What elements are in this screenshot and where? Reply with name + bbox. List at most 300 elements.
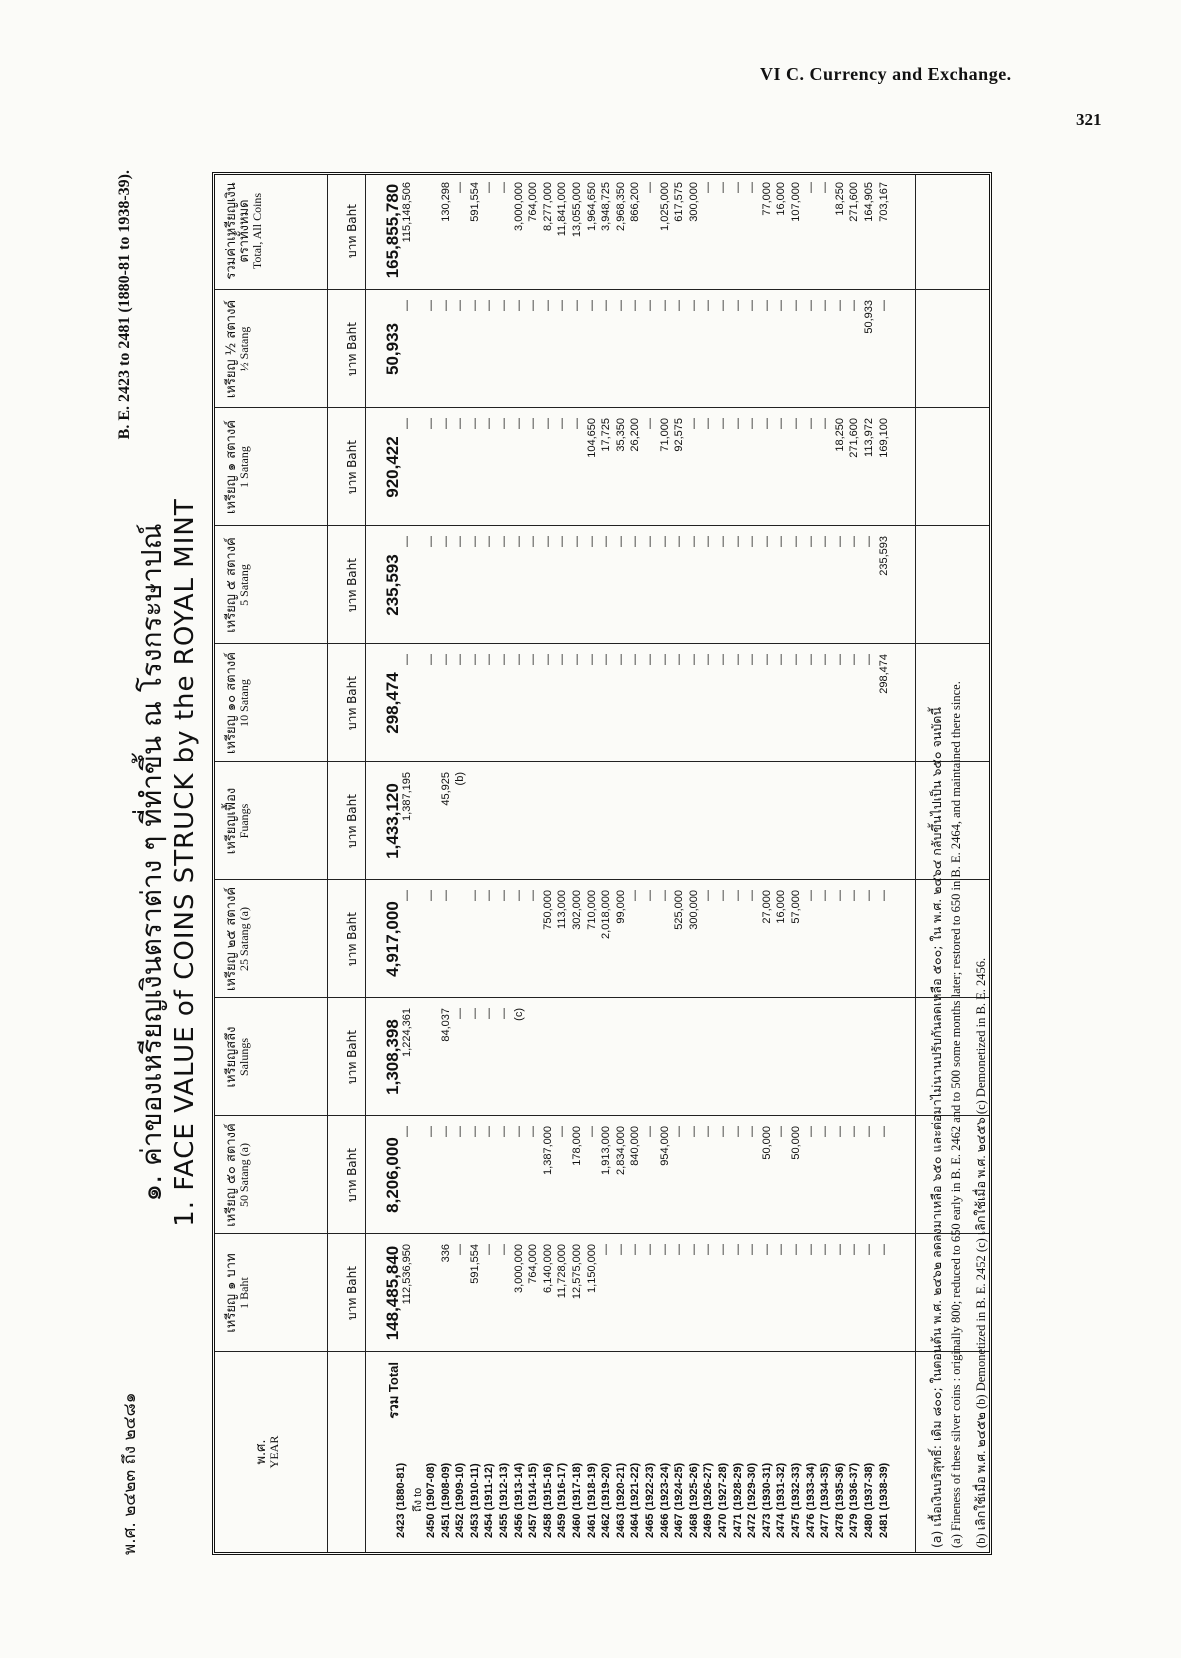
table-cell: —	[600, 1244, 613, 1255]
table-cell: —	[425, 536, 437, 547]
table-cell: —	[702, 418, 715, 429]
table-cell: —	[746, 418, 759, 429]
table-cell: —	[833, 1126, 846, 1137]
table-row-year: 2474 (1931-32)	[775, 1462, 788, 1538]
table-cell: —	[454, 1008, 467, 1019]
table-cell: 298,474	[877, 654, 890, 694]
total-label: รวม Total	[386, 1362, 401, 1419]
range-row-to: ถึง to	[412, 1487, 424, 1512]
table-cell: —	[527, 890, 540, 901]
table-cell: 77,000	[760, 182, 773, 216]
table-cell: —	[571, 300, 583, 311]
table-cell: —	[819, 182, 832, 193]
table-cell: —	[512, 536, 525, 547]
table-cell: —	[760, 536, 773, 547]
table-cell: —	[439, 536, 452, 547]
table-cell: —	[512, 890, 525, 901]
header-divider	[327, 175, 328, 1552]
table-cell: 45,925	[439, 772, 452, 806]
table-cell: 27,000	[760, 890, 773, 924]
table-row-year: 2452 (1909-10)	[454, 1462, 467, 1538]
table-cell: —	[819, 300, 832, 311]
table-cell: —	[673, 300, 686, 311]
table-cell: —	[790, 654, 802, 665]
table-cell: 164,905	[863, 182, 875, 222]
table-row-year: 2455 (1912-13)	[498, 1462, 510, 1538]
column-total: 50,933	[383, 323, 402, 375]
table-cell: —	[527, 1126, 540, 1137]
table-row-year: 2456 (1913-14)	[512, 1462, 525, 1538]
table-cell: 2,968,350	[614, 182, 627, 231]
table-cell: —	[527, 300, 540, 311]
table-cell: —	[760, 1244, 773, 1255]
column-header-english: ½ Satang	[237, 326, 251, 372]
table-cell: —	[702, 536, 715, 547]
table-cell: 1,387,195	[401, 772, 413, 821]
table-cell: —	[483, 890, 496, 901]
column-header-thai: เหรียญ ๑ สตางค์	[224, 420, 239, 514]
table-cell: —	[454, 1244, 467, 1255]
table-row-year: 2454 (1911-12)	[483, 1463, 496, 1538]
table-cell: —	[644, 536, 656, 547]
column-total: 920,422	[383, 436, 402, 498]
table-cell: 300,000	[687, 182, 700, 222]
table-cell: —	[483, 182, 496, 193]
column-header-thai: เหรียญเฟื้อง	[224, 787, 239, 855]
table-cell: —	[644, 182, 656, 193]
column-header	[225, 998, 320, 1116]
table-cell: 591,554	[468, 1244, 481, 1284]
table-cell: —	[483, 654, 496, 665]
table-cell: 99,000	[614, 890, 627, 924]
column-header-english: 1 Satang	[237, 446, 251, 488]
table-cell: —	[687, 1244, 700, 1255]
table-cell: —	[702, 654, 715, 665]
table-cell: —	[717, 182, 729, 193]
table-cell: —	[848, 536, 861, 547]
table-cell: 764,000	[527, 1244, 540, 1284]
table-cell: —	[468, 890, 481, 901]
column-header	[225, 762, 320, 880]
table-cell: —	[731, 300, 744, 311]
table-cell: —	[790, 418, 802, 429]
table-cell: —	[746, 654, 759, 665]
table-row-year: 2477 (1934-35)	[819, 1462, 832, 1538]
table-cell: 617,575	[673, 182, 686, 222]
table-row-year: 2480 (1937-38)	[863, 1462, 875, 1538]
table-cell: —	[673, 1244, 686, 1255]
table-cell: —	[848, 1244, 861, 1255]
table-row-year: 2469 (1926-27)	[702, 1462, 715, 1538]
table-cell: —	[775, 536, 788, 547]
table-cell: 3,000,000	[512, 1244, 525, 1293]
table-row-year: 2466 (1923-24)	[658, 1462, 671, 1538]
table-cell: —	[468, 1008, 481, 1019]
table-cell: —	[468, 1126, 481, 1137]
column-header	[225, 526, 320, 644]
table-cell: —	[717, 1244, 729, 1255]
table-cell: —	[848, 654, 861, 665]
notes-divider	[915, 175, 916, 1552]
column-header	[225, 1116, 320, 1234]
table-cell: —	[498, 1126, 510, 1137]
table-cell: —	[585, 300, 598, 311]
table-cell: —	[483, 536, 496, 547]
table-cell: (b)	[454, 772, 467, 786]
table-cell: —	[425, 300, 437, 311]
year-header-thai: พ.ศ.	[254, 1439, 269, 1465]
table-cell: 50,000	[790, 1126, 802, 1160]
table-cell: 750,000	[541, 890, 554, 930]
table-cell: —	[483, 1244, 496, 1255]
table-cell: —	[401, 654, 413, 665]
table-cell: —	[439, 654, 452, 665]
table-cell: —	[629, 890, 642, 901]
table-cell: 12,575,000	[571, 1244, 583, 1300]
table-cell: —	[401, 1126, 413, 1137]
table-cell: (c)	[512, 1008, 525, 1021]
table-cell: —	[585, 654, 598, 665]
table-cell: 2,834,000	[614, 1126, 627, 1175]
table-title-thai: ๑. ค่าของเหรียญเงินตราต่าง ๆ ที่ทำขึ้น ณ โรงกระษาปณ์	[135, 523, 168, 1202]
rotated-table-page	[108, 170, 1038, 1555]
table-cell: —	[541, 300, 554, 311]
column-header-english: Salungs	[237, 1038, 251, 1077]
table-cell: —	[468, 536, 481, 547]
table-cell: —	[833, 1244, 846, 1255]
table-cell: —	[498, 1244, 510, 1255]
table-cell: —	[848, 1126, 861, 1137]
table-cell: —	[498, 300, 510, 311]
table-cell: —	[790, 300, 802, 311]
table-cell: —	[483, 300, 496, 311]
table-row-year: 2462 (1919-20)	[600, 1462, 613, 1538]
coins-table	[212, 172, 992, 1555]
table-cell: —	[863, 654, 875, 665]
table-cell: —	[498, 890, 510, 901]
table-cell: —	[439, 300, 452, 311]
table-cell: —	[687, 1126, 700, 1137]
table-cell: —	[439, 890, 452, 901]
table-cell: —	[425, 654, 437, 665]
table-cell: 113,972	[863, 418, 875, 457]
table-cell: —	[731, 418, 744, 429]
table-cell: —	[401, 890, 413, 901]
table-cell: —	[790, 536, 802, 547]
table-cell: —	[571, 418, 583, 429]
table-cell: —	[439, 1126, 452, 1137]
table-cell: 104,650	[585, 418, 598, 458]
table-cell: —	[454, 300, 467, 311]
table-row-year: 2476 (1933-34)	[804, 1462, 817, 1538]
table-cell: —	[804, 418, 817, 429]
table-cell: 35,350	[614, 418, 627, 452]
table-cell: —	[498, 1008, 510, 1019]
table-cell: —	[585, 536, 598, 547]
column-header-thai: เหรียญสลึง	[224, 1026, 239, 1088]
column-header-english: 1 Baht	[237, 1277, 251, 1309]
table-cell: —	[702, 890, 715, 901]
table-cell: —	[629, 300, 642, 311]
column-divider	[215, 879, 989, 880]
table-cell: 1,150,000	[585, 1244, 598, 1293]
table-cell: 271,600	[848, 418, 861, 458]
table-cell: —	[731, 1126, 744, 1137]
table-cell: —	[483, 1008, 496, 1019]
table-cell: —	[401, 536, 413, 547]
table-cell: —	[425, 890, 437, 901]
column-header-english: Total, All Coins	[250, 192, 264, 270]
table-cell: —	[702, 300, 715, 311]
table-cell: —	[512, 418, 525, 429]
unit-label: บาท Baht	[345, 676, 359, 730]
table-cell: —	[673, 654, 686, 665]
table-cell: —	[731, 890, 744, 901]
total-divider	[365, 175, 366, 1552]
table-cell: 71,000	[658, 418, 671, 452]
table-cell: 6,140,000	[541, 1244, 554, 1293]
table-cell: —	[644, 418, 656, 429]
table-cell: —	[863, 890, 875, 901]
table-cell: —	[425, 418, 437, 429]
table-cell: —	[717, 536, 729, 547]
table-cell: —	[863, 1126, 875, 1137]
table-cell: —	[614, 1244, 627, 1255]
table-cell: —	[600, 300, 613, 311]
table-cell: 2,018,000	[600, 890, 613, 939]
table-cell: 3,000,000	[512, 182, 525, 231]
table-cell: —	[863, 1244, 875, 1255]
table-cell: —	[848, 890, 861, 901]
table-row-year: 2468 (1925-26)	[687, 1462, 700, 1538]
column-total: 4,917,000	[383, 901, 402, 977]
table-cell: —	[877, 890, 890, 901]
table-cell: —	[819, 418, 832, 429]
table-cell: 710,000	[585, 890, 598, 930]
table-cell: —	[877, 300, 890, 311]
be-range-english: B. E. 2423 to 2481 (1880-81 to 1938-39).	[116, 170, 133, 440]
table-cell: —	[468, 654, 481, 665]
table-cell: —	[541, 654, 554, 665]
table-cell: —	[804, 182, 817, 193]
table-cell: —	[658, 890, 671, 901]
table-cell: 18,250	[833, 418, 846, 452]
column-header	[225, 172, 320, 290]
table-cell: 235,593	[877, 536, 890, 576]
table-cell: —	[556, 536, 569, 547]
year-column-header	[255, 1352, 350, 1552]
table-cell: —	[687, 536, 700, 547]
column-header-thai: เหรียญ ๑ บาท	[224, 1253, 239, 1333]
table-cell: 16,000	[775, 890, 788, 924]
column-header	[225, 290, 320, 408]
table-cell: —	[731, 1244, 744, 1255]
table-cell: —	[687, 654, 700, 665]
table-cell: —	[644, 654, 656, 665]
table-cell: 11,841,000	[556, 182, 569, 237]
table-cell: 92,575	[673, 418, 686, 452]
table-row-year: 2473 (1930-31)	[760, 1462, 773, 1538]
unit-label: บาท Baht	[345, 204, 359, 258]
column-divider	[215, 1115, 989, 1116]
unit-label: บาท Baht	[345, 1148, 359, 1202]
table-cell: —	[833, 536, 846, 547]
table-cell: —	[687, 418, 700, 429]
table-cell: —	[439, 418, 452, 429]
table-cell: —	[804, 1244, 817, 1255]
unit-label: บาท Baht	[345, 1266, 359, 1320]
column-total: 1,433,120	[383, 783, 402, 859]
table-cell: —	[775, 1244, 788, 1255]
column-total: 8,206,000	[383, 1137, 402, 1213]
table-cell: —	[658, 1244, 671, 1255]
table-cell: 18,250	[833, 182, 846, 216]
table-cell: —	[454, 1126, 467, 1137]
column-header-thai: เหรียญ ๕๐ สตางค์	[224, 1123, 239, 1227]
table-cell: —	[401, 300, 413, 311]
column-header-english: 10 Satang	[237, 679, 251, 727]
table-cell: —	[746, 890, 759, 901]
table-cell: —	[658, 654, 671, 665]
table-cell: 336	[439, 1244, 452, 1263]
table-cell: —	[571, 536, 583, 547]
table-cell: —	[614, 300, 627, 311]
table-cell: —	[644, 300, 656, 311]
table-cell: —	[819, 654, 832, 665]
column-header-thai: เหรียญ ½ สตางค์	[224, 299, 239, 399]
table-cell: 840,000	[629, 1126, 642, 1166]
column-header	[225, 1234, 320, 1352]
table-cell: —	[819, 1244, 832, 1255]
table-cell: —	[600, 536, 613, 547]
table-cell: —	[775, 654, 788, 665]
table-cell: 1,025,000	[658, 182, 671, 231]
unit-label: บาท Baht	[345, 1030, 359, 1084]
table-cell: —	[717, 418, 729, 429]
table-cell: —	[790, 1244, 802, 1255]
column-header-thai: เหรียญ ๕ สตางค์	[224, 537, 239, 633]
table-cell: 169,100	[877, 418, 890, 458]
table-row-year: 2464 (1921-22)	[629, 1462, 642, 1538]
table-cell: —	[702, 1126, 715, 1137]
table-cell: —	[556, 418, 569, 429]
table-cell: —	[658, 300, 671, 311]
table-cell: —	[775, 418, 788, 429]
table-cell: —	[760, 654, 773, 665]
table-cell: 1,913,000	[600, 1126, 613, 1175]
table-cell: —	[863, 536, 875, 547]
table-cell: —	[600, 654, 613, 665]
table-cell: —	[746, 1244, 759, 1255]
table-row-year: 2470 (1927-28)	[717, 1462, 729, 1538]
table-cell: —	[746, 300, 759, 311]
table-cell: —	[731, 654, 744, 665]
table-cell: 112,536,950	[401, 1244, 413, 1305]
table-cell: —	[556, 1126, 569, 1137]
table-cell: 1,224,361	[401, 1008, 413, 1057]
table-cell: —	[483, 1126, 496, 1137]
table-cell: —	[804, 536, 817, 547]
table-row-year: 2460 (1917-18)	[571, 1462, 583, 1538]
column-total: 298,474	[383, 672, 402, 734]
table-row-year: 2461 (1918-19)	[585, 1462, 598, 1538]
table-row-year: 2472 (1929-30)	[746, 1462, 759, 1538]
table-cell: —	[775, 1126, 788, 1137]
table-cell: —	[717, 654, 729, 665]
table-cell: —	[731, 182, 744, 193]
table-cell: —	[804, 654, 817, 665]
table-cell: —	[571, 654, 583, 665]
table-cell: —	[804, 300, 817, 311]
table-row-year: 2478 (1935-36)	[833, 1462, 846, 1538]
table-cell: 130,298	[439, 182, 452, 222]
table-row-year: 2465 (1922-23)	[644, 1462, 656, 1538]
table-footnote: (b) เลิกใช้เมื่อ พ.ศ. ๒๔๕๒ (b) Demonetized in B. E. 2452 (c) เลิกใช้เมื่อ พ.ศ. ๒๔๕๖ (c) Demonetized in B. E. 2456.	[974, 957, 988, 1548]
column-header-english: Fuangs	[237, 803, 251, 839]
table-cell: 1,964,650	[585, 182, 598, 231]
table-cell: —	[454, 536, 467, 547]
table-cell: —	[819, 890, 832, 901]
table-footnote: (a) Fineness of these silver coins : originally 800; reduced to 650 early in B. E. 2462 and to 500 some months later; restored to 650 in B. E. 2464, and maintained there since.	[949, 681, 963, 1548]
table-cell: —	[614, 654, 627, 665]
table-cell: —	[877, 1126, 890, 1137]
table-cell: 3,948,725	[600, 182, 613, 231]
table-cell: 178,000	[571, 1126, 583, 1166]
table-row-year: 2481 (1938-39)	[877, 1462, 890, 1538]
table-cell: —	[775, 300, 788, 311]
table-cell: 17,725	[600, 418, 613, 452]
table-cell: —	[819, 1126, 832, 1137]
table-cell: 302,000	[571, 890, 583, 930]
table-cell: —	[658, 536, 671, 547]
table-cell: —	[731, 536, 744, 547]
unit-label: บาท Baht	[345, 322, 359, 376]
table-cell: —	[702, 1244, 715, 1255]
table-cell: 703,167	[877, 182, 890, 222]
table-cell: —	[585, 1126, 598, 1137]
table-cell: —	[629, 1244, 642, 1255]
table-cell: —	[527, 418, 540, 429]
table-cell: —	[673, 1126, 686, 1137]
table-title-english: 1. FACE VALUE of COINS STRUCK by the ROYAL MINT	[170, 498, 200, 1227]
table-row-year: 2458 (1915-16)	[541, 1462, 554, 1538]
table-row-year: 2475 (1932-33)	[790, 1462, 802, 1538]
table-cell: —	[804, 890, 817, 901]
table-cell: —	[541, 418, 554, 429]
table-cell: —	[454, 654, 467, 665]
table-cell: —	[512, 654, 525, 665]
table-cell: —	[498, 536, 510, 547]
table-cell: —	[527, 654, 540, 665]
table-cell: 84,037	[439, 1008, 452, 1042]
table-footnote: (a) เนื้อเงินบริสุทธิ์: เดิม ๘๐๐; ในตอนต้น พ.ศ. ๒๔๖๒ ลดลงมาเหลือ ๖๕๐ และต่อมาไม่นานปรับกันลดเหลือ ๕๐๐; ใน พ.ศ. ๒๔๖๔ กลับขึ้นไปเป็น ๖๕๐ จนบัดนี้	[929, 707, 944, 1548]
table-cell: —	[498, 654, 510, 665]
table-cell: —	[527, 536, 540, 547]
column-header-thai: รวมค่าเหรียญเงินตราทั้งหมด	[224, 182, 252, 280]
table-cell: 113,000	[556, 890, 569, 929]
table-cell: —	[629, 654, 642, 665]
column-header-english: 25 Satang (a)	[237, 907, 251, 971]
section-header: VI C. Currency and Exchange.	[760, 64, 1012, 84]
table-row-year: 2453 (1910-11)	[468, 1463, 481, 1538]
table-cell: —	[760, 418, 773, 429]
table-cell: —	[848, 300, 861, 311]
unit-label: บาท Baht	[345, 912, 359, 966]
table-cell: —	[644, 1244, 656, 1255]
table-cell: —	[498, 182, 510, 193]
table-cell: —	[556, 654, 569, 665]
table-cell: 954,000	[658, 1126, 671, 1166]
